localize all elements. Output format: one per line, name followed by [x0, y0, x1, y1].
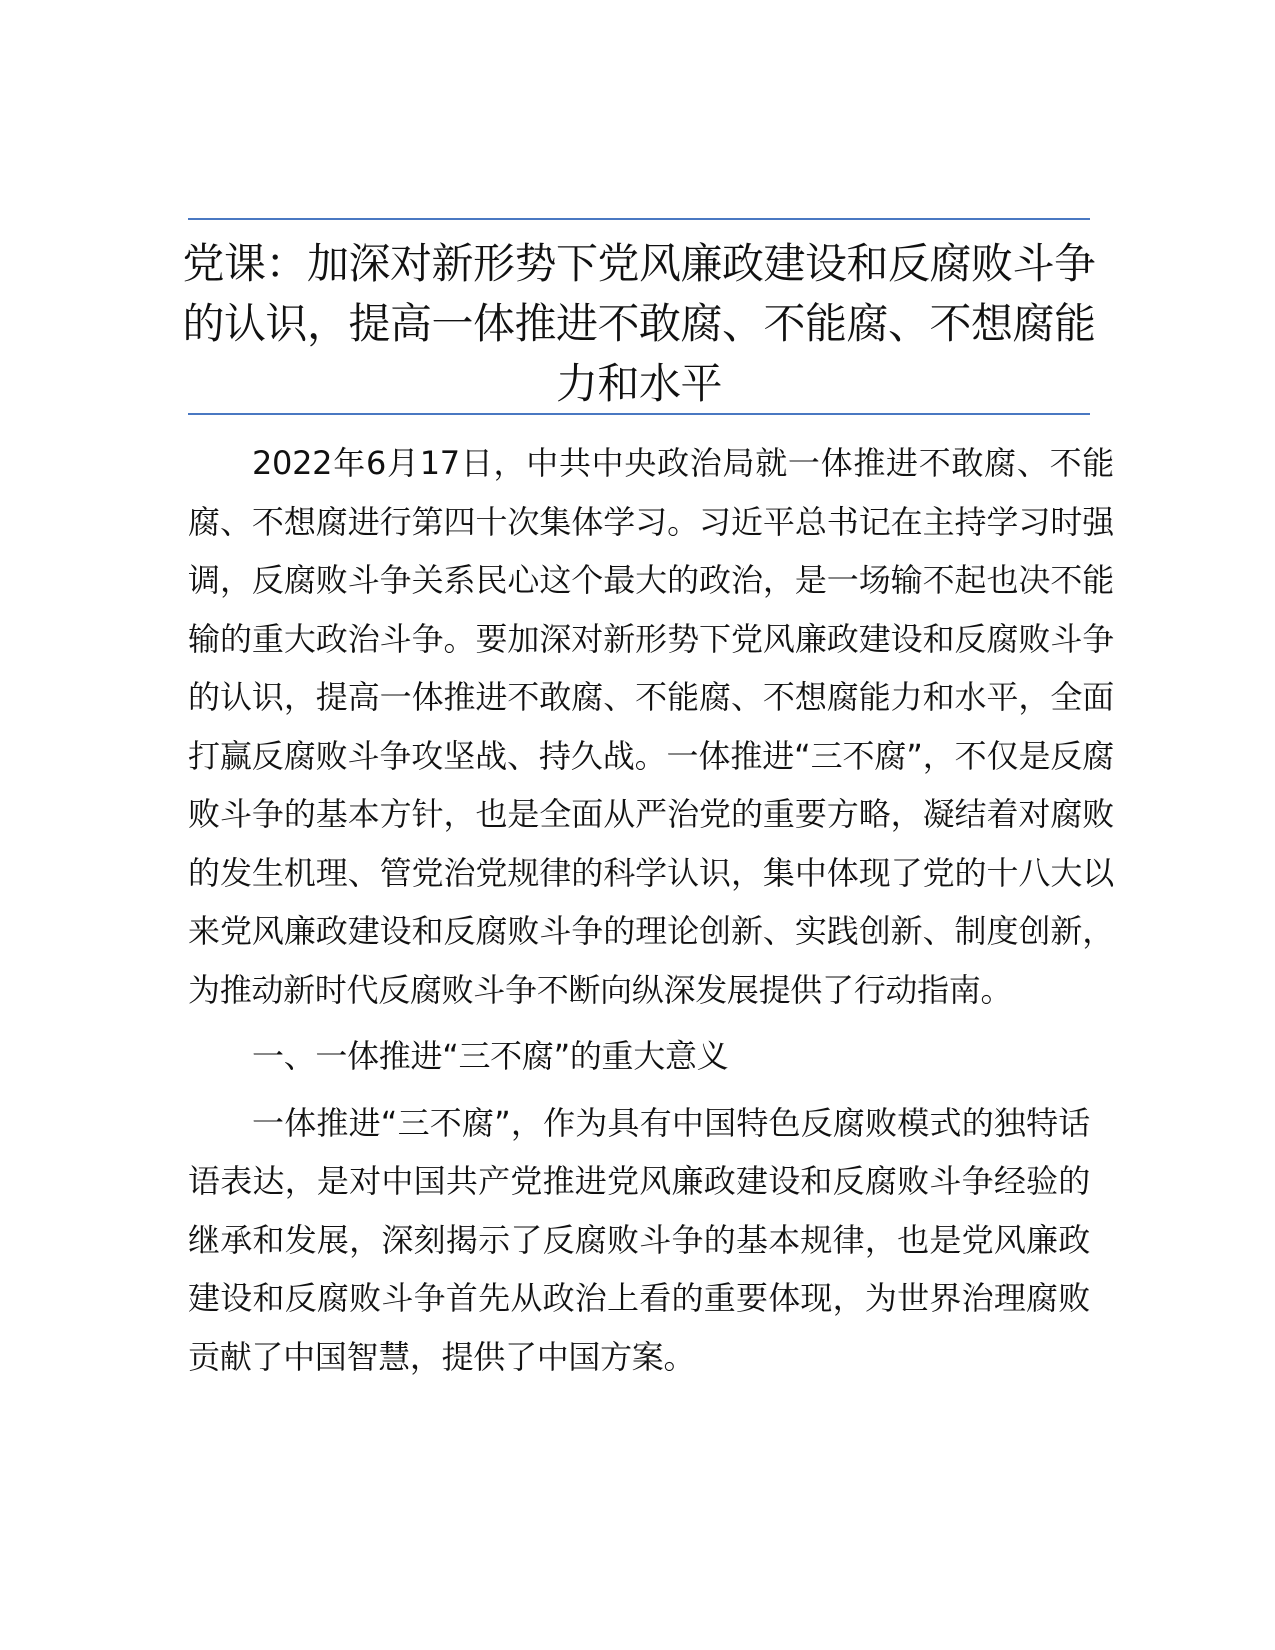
document-title: 党课：加深对新形势下党风廉政建设和反腐败斗争的认识，提高一体推进不敢腐、不能腐、不想腐能力和水平: [182, 239, 1096, 408]
document-page: [182, 0, 1114, 1650]
paragraph-intro: 2022年6月17日，中共中央政治局就一体推进不敢腐、不能腐、不想腐进行第四十次集体学习。习近平总书记在主持学习时强调，反腐败斗争关系民心这个最大的政治，是一场输不起也决不能输的重大政治斗争。要加深对新形势下党风廉政建设和反腐败斗争的认识，提高一体推进不敢腐、不能腐、不想腐能力和水平，全面打赢反腐败斗争攻坚战、持久战。一体推进“三不腐”，不仅是反腐败斗争的基本方针，也是全面从严治党的重要方略，凝结着对腐败的发生机理、管党治党规律的科学认识，集中体现了党的十八大以来党风廉政建设和反腐败斗争的理论创新、实践创新、制度创新，为推动新时代反腐败斗争不断向纵深发展提供了行动指南。: [188, 444, 1114, 1009]
title-top-rule: [188, 218, 1090, 220]
paragraph-significance: 一体推进“三不腐”，作为具有中国特色反腐败模式的独特话语表达，是对中国共产党推进党风廉政建设和反腐败斗争经验的继承和发展，深刻揭示了反腐败斗争的基本规律，也是党风廉政建设和反腐败斗争首先从政治上看的重要体现，为世界治理腐败贡献了中国智慧，提供了中国方案。: [188, 1103, 1090, 1376]
title-bottom-rule: [188, 413, 1090, 415]
section-heading: 一、一体推进“三不腐”的重大意义: [252, 1037, 729, 1075]
document-body: [188, 434, 1114, 1386]
